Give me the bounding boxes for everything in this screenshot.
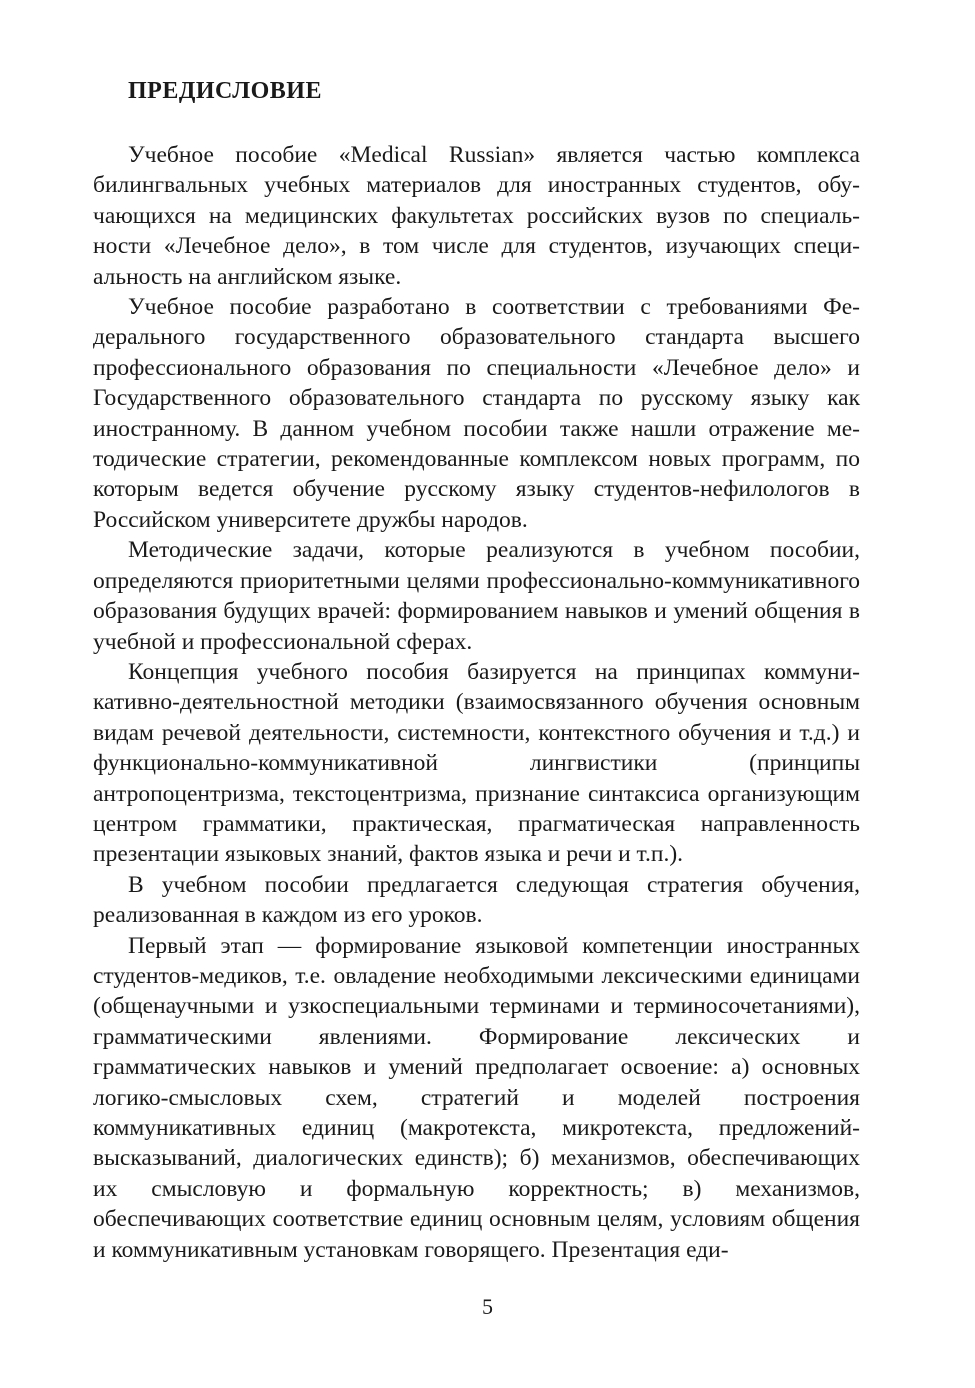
paragraph-3: Методические задачи, которые реализуются в учебном пособии, определяются приоритетными целями профессионально-коммуникативного образования будущих врачей: формированием навыков и умений общения в учебной и профессиональной сферах. [93,537,860,655]
paragraph-5: В учебном пособии предлагается следующая стратегия обучения, реализованная в каждом из его уроков. [93,871,860,929]
page-number: 5 [482,1294,493,1319]
paragraph-1: Учебное пособие «Medical Russian» является частью комплекса билингвальных учебных материалов для иностранных студентов, обучающихся на медицинских факультетах российских вузов по специальности «Лечебное дело», в том числе для студентов, изучающих специальность на английском языке. [93,142,860,290]
paragraph-4: Концепция учебного пособия базируется на принципах коммуникативно-деятельностной методики (взаимосвязанного обучения основным видам речевой деятельности, системности, контекстного обучения и т.д.) и функционально-коммуникативной лингвистики (принципы антропоцентризма, текстоцентризма, признание синтаксиса организующим центром грамматики, практическая, прагматическая направленность презентации языковых знаний, фактов языка и речи и т.п.). [93,658,860,868]
section-heading: ПРЕДИСЛОВИЕ [128,78,322,104]
paragraph-6: Первый этап — формирование языковой компетенции иностранных студентов-медиков, т.е. овладение необходимыми лексическими единицами (общенаучными и узкоспециальными терминами и терминосочетаниями), грамматическими явлениями. Формирование лексических и грамматических навыков и умений предполагает освоение: а) основных логико-смысловых схем, стратегий и моделей построения коммуникативных единиц (макротекста, микротекста, предложений-высказываний, диалогических единств); б) механизмов, обеспечивающих их смысловую и формальную корректность; в) механизмов, обеспечивающих соответствие единиц основным целям, условиям общения и коммуникативным установкам говорящего. Презентация еди- [93,932,860,1263]
body-text [93,140,860,1265]
paragraph-2: Учебное пособие разработано в соответствии с требованиями Федерального государственного образовательного стандарта высшего профессионального образования по специальности «Лечебное дело» и Государственного образовательного стандарта по русскому языку как иностранному. В данном учебном пособии также нашли отражение методические стратегии, рекомендованные комплексом новых программ, по которым ведется обучение русскому языку студентов-нефилологов в Российском университете дружбы народов. [93,294,860,533]
